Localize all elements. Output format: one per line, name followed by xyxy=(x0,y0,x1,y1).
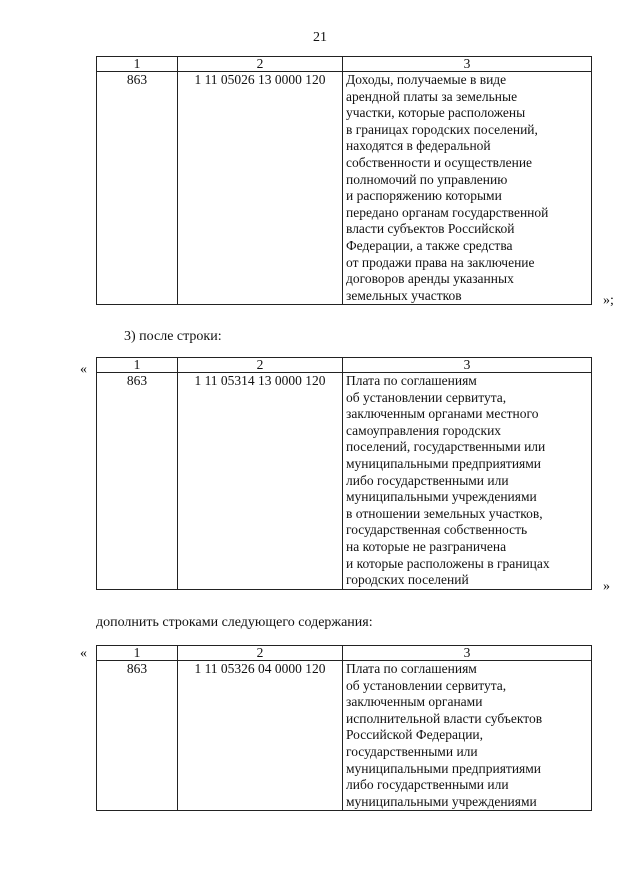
header-col-3: 3 xyxy=(343,57,592,72)
description-line: Плата по соглашениям xyxy=(346,373,477,388)
description-line: власти субъектов Российской xyxy=(346,221,515,237)
description-line: исполнительной власти субъектов xyxy=(346,710,543,726)
description-line: государственная собственность xyxy=(346,522,528,538)
description-line: муниципальными предприятиями xyxy=(346,760,542,776)
income-description-cell xyxy=(343,373,592,590)
description-line: Российской Федерации, xyxy=(346,727,484,743)
description-line: и которые расположены в границах xyxy=(346,555,550,571)
description-line: земельных участков xyxy=(346,287,462,303)
header-col-2: 2 xyxy=(178,358,343,373)
budget-table-2 xyxy=(96,357,592,590)
description-line: полномочий по управлению xyxy=(346,171,508,187)
description-line: муниципальными учреждениями xyxy=(346,489,537,505)
admin-code-cell: 863 xyxy=(97,72,178,305)
description-line: заключенным органами местного xyxy=(346,406,539,422)
description-line: передано органам государственной xyxy=(346,204,549,220)
description-line: городских поселений xyxy=(346,572,469,588)
kbk-code-cell: 1 11 05026 13 0000 120 xyxy=(178,72,343,305)
kbk-code-cell: 1 11 05326 04 0000 120 xyxy=(178,661,343,811)
description-line: находятся в федеральной xyxy=(346,138,491,154)
page-number: 21 xyxy=(313,30,327,45)
admin-code-cell: 863 xyxy=(97,373,178,590)
income-description-cell xyxy=(343,72,592,305)
description-line: договоров аренды указанных xyxy=(346,271,514,287)
header-col-1: 1 xyxy=(97,57,178,72)
description-line: муниципальными учреждениями xyxy=(346,793,537,809)
description-line: в отношении земельных участков, xyxy=(346,505,543,521)
closing-quote: » xyxy=(603,579,610,594)
table-header-row xyxy=(97,646,592,661)
header-col-3: 3 xyxy=(343,646,592,661)
opening-quote: « xyxy=(80,646,87,661)
description-line: участки, которые расположены xyxy=(346,105,526,121)
description-line: об установлении сервитута, xyxy=(346,677,507,693)
description-line: Доходы, получаемые в виде xyxy=(346,72,507,87)
description-line: арендной платы за земельные xyxy=(346,88,518,104)
paragraph-add-rows: дополнить строками следующего содержания: xyxy=(96,615,373,630)
table-header-row xyxy=(97,57,592,72)
description-line: собственности и осуществление xyxy=(346,154,533,170)
admin-code-cell: 863 xyxy=(97,661,178,811)
description-line: муниципальными предприятиями xyxy=(346,455,542,471)
opening-quote: « xyxy=(80,362,87,377)
budget-table-3 xyxy=(96,645,592,811)
description-line: от продажи права на заключение xyxy=(346,254,535,270)
table-row xyxy=(97,661,592,811)
description-line: в границах городских поселений, xyxy=(346,121,538,137)
header-col-2: 2 xyxy=(178,57,343,72)
description-line: Федерации, а также средства xyxy=(346,237,513,253)
description-line: самоуправления городских xyxy=(346,422,502,438)
header-col-1: 1 xyxy=(97,358,178,373)
budget-table-1 xyxy=(96,56,592,305)
description-line: государственными или xyxy=(346,743,478,759)
description-line: на которые не разграничена xyxy=(346,538,507,554)
description-line: и распоряжению которыми xyxy=(346,188,502,204)
kbk-code-cell: 1 11 05314 13 0000 120 xyxy=(178,373,343,590)
description-line: Плата по соглашениям xyxy=(346,661,477,676)
header-col-3: 3 xyxy=(343,358,592,373)
description-line: либо государственными или xyxy=(346,472,509,488)
header-col-1: 1 xyxy=(97,646,178,661)
description-line: об установлении сервитута, xyxy=(346,389,507,405)
description-line: либо государственными или xyxy=(346,777,509,793)
description-line: заключенным органами xyxy=(346,694,483,710)
paragraph-after-row: 3) после строки: xyxy=(124,329,222,344)
income-description-cell xyxy=(343,661,592,811)
header-col-2: 2 xyxy=(178,646,343,661)
table-header-row xyxy=(97,358,592,373)
closing-quote: »; xyxy=(603,293,614,308)
table-row xyxy=(97,72,592,305)
table-row xyxy=(97,373,592,590)
description-line: поселений, государственными или xyxy=(346,439,546,455)
